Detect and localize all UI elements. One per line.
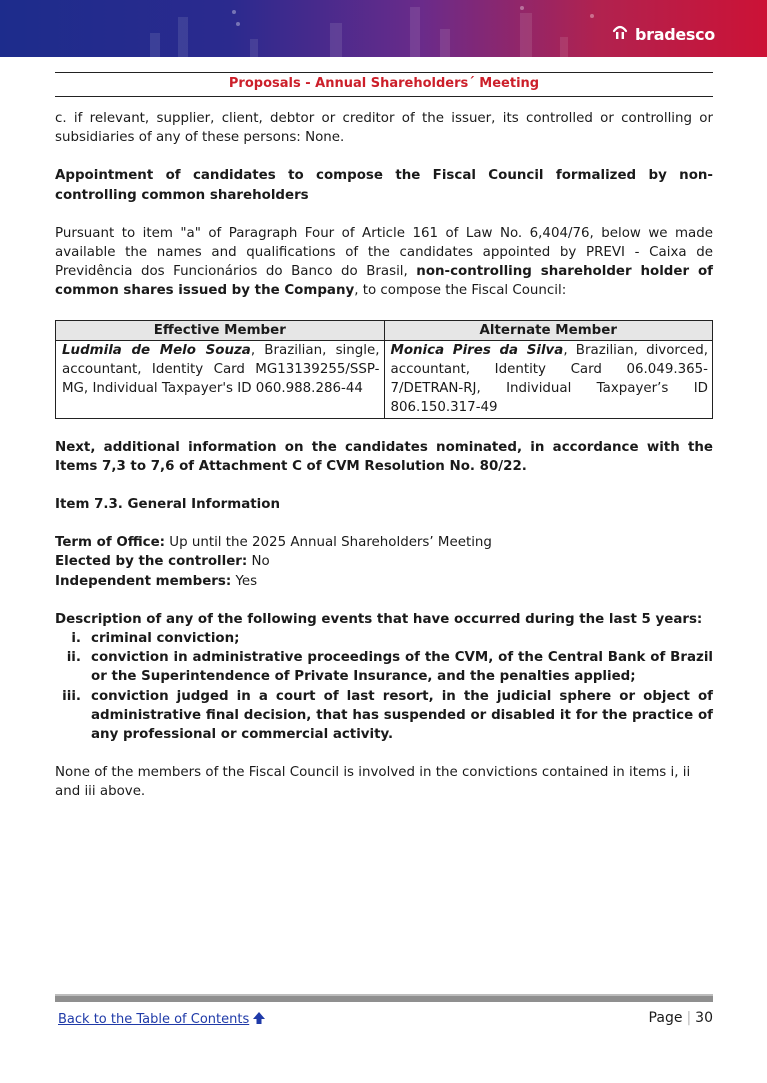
list-item	[55, 648, 713, 686]
bradesco-logo-icon	[611, 22, 629, 40]
table-header-row	[56, 320, 713, 340]
pursuant-end-text: , to compose the Fiscal Council:	[354, 283, 567, 299]
elected-value: No	[247, 554, 270, 570]
brand-logo: bradesco	[634, 25, 715, 44]
elected-by-controller	[55, 552, 713, 571]
list-item-number: ii.	[66, 650, 81, 666]
term-of-office	[55, 533, 713, 552]
alternate-member-header: Alternate Member	[384, 320, 713, 340]
next-info-paragraph: Next, additional information on the candidates nominated, in accordance with the Items 7,3 to 7,6 of Attachment C of CVM Resolution No. 80/22.	[55, 439, 713, 474]
effective-member-details: , Brazilian, single, accountant, Identity Card MG13139255/SSP-MG, Individual Taxpayer's ID 060.988.286-44	[62, 342, 380, 397]
list-item-number: i.	[71, 631, 81, 647]
page-label: Page	[648, 1010, 683, 1026]
pursuant-bold-text: non-controlling shareholder holder of common shares issued by the Company	[55, 264, 714, 299]
list-item-number: iii.	[62, 688, 81, 704]
footer-divider	[55, 994, 713, 1002]
list-item-text: conviction judged in a court of last resort, in the judicial sphere or object of administrative final decision, that has suspended or disabled it for the practice of any professional or commercial activity.	[91, 688, 713, 743]
pursuant-text: Pursuant to item "a" of Paragraph Four of Article 161 of Law No. 6,404/76, below we made available the names and qualifications of the candidates appointed by PREVI - Caixa de Previdência dos Funcionários do Banco do Brasil,	[55, 225, 713, 280]
independent-members	[55, 572, 713, 591]
events-heading: Description of any of the following events that have occurred during the last 5 years:	[55, 611, 703, 627]
independent-label: Independent members:	[55, 573, 232, 589]
page-separator: |	[686, 1010, 692, 1026]
closing-paragraph: None of the members of the Fiscal Council is involved in the convictions contained in items i, ii and iii above.	[55, 765, 691, 800]
alternate-member-name: Monica Pires da Silva	[390, 342, 564, 358]
document-body	[55, 109, 713, 802]
effective-member-name: Ludmila de Melo Souza	[62, 342, 251, 358]
alternate-member-cell	[384, 340, 713, 418]
list-item	[55, 687, 713, 745]
header-bottom-rule	[55, 96, 713, 97]
intro-paragraph: c. if relevant, supplier, client, debtor or creditor of the issuer, its controlled or controlling or subsidiaries of any of these persons: None.	[55, 111, 713, 146]
appointment-heading: Appointment of candidates to compose the Fiscal Council formalized by non-controlling common shareholders	[55, 168, 713, 203]
term-label: Term of Office:	[55, 535, 166, 551]
effective-member-header: Effective Member	[56, 320, 385, 340]
list-item	[55, 629, 713, 648]
item-heading: Item 7.3. General Information	[55, 497, 280, 513]
independent-value: Yes	[231, 573, 258, 589]
header-banner	[0, 0, 767, 57]
page-number-value: 30	[695, 1010, 713, 1026]
page-number	[649, 1010, 713, 1026]
elected-label: Elected by the controller:	[55, 554, 248, 570]
list-item-text: criminal conviction;	[91, 631, 240, 647]
effective-member-cell	[56, 340, 385, 418]
arrow-up-icon	[252, 1011, 266, 1025]
back-to-toc-link[interactable]	[58, 1011, 266, 1027]
term-value: Up until the 2025 Annual Shareholders’ Meeting	[165, 535, 492, 551]
toc-link-label: Back to the Table of Contents	[58, 1012, 250, 1027]
header-top-rule	[55, 72, 713, 73]
table-row	[56, 340, 713, 418]
candidates-table	[55, 320, 713, 419]
page-title: Proposals - Annual Shareholders´ Meeting	[228, 76, 540, 91]
pursuant-paragraph	[55, 224, 713, 301]
events-list	[55, 629, 713, 744]
list-item-text: conviction in administrative proceedings of the CVM, of the Central Bank of Brazil or the Superintendence of Private Insurance, and the penalties applied;	[91, 650, 713, 685]
alternate-member-details: , Brazilian, divorced, accountant, Identity Card 06.049.365-7/DETRAN-RJ, Individual Taxpayer’s ID 806.150.317-49	[390, 342, 708, 416]
